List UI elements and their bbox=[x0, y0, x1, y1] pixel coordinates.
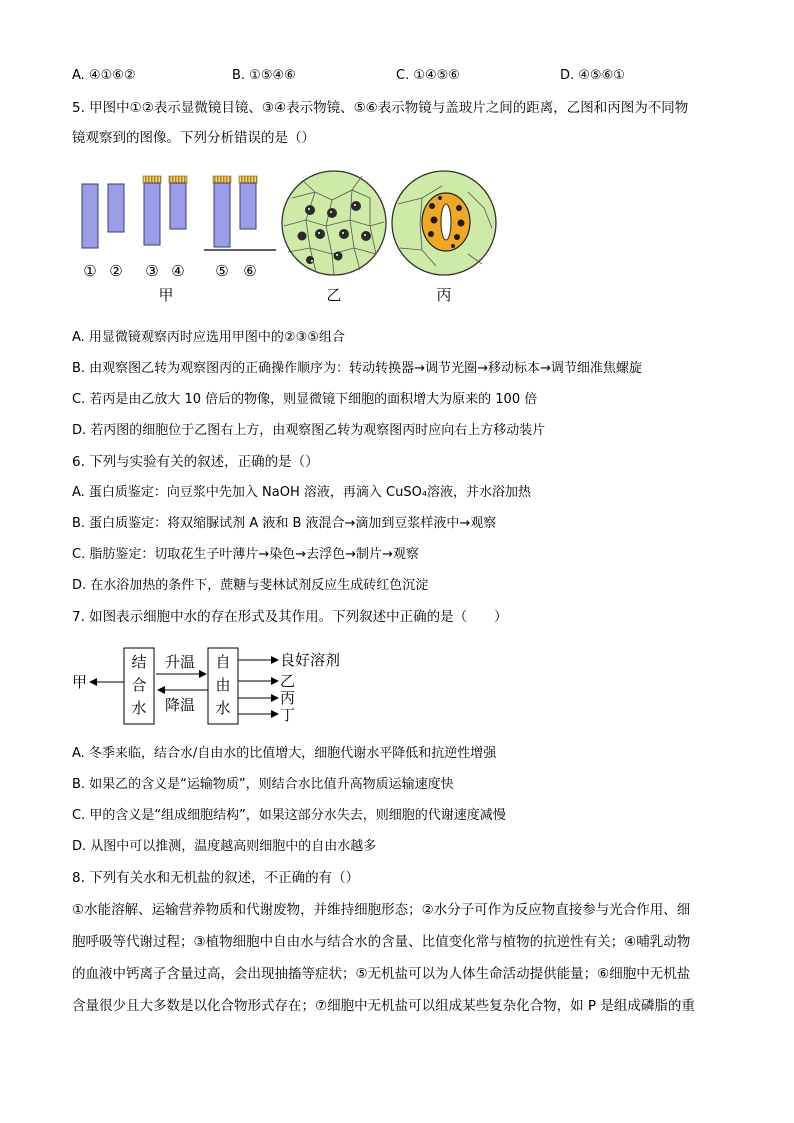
q7-option-c: C. 甲的含义是“组成细胞结构”，如果这部分水失去，则细胞的代谢速度减慢 bbox=[72, 808, 506, 823]
objective-distance-5 bbox=[214, 183, 230, 247]
q7-water-diagram bbox=[70, 640, 370, 730]
objective-short bbox=[170, 183, 186, 229]
q5-option-c: C. 若丙是由乙放大 10 倍后的物像，则显微镜下细胞的面积增大为原来的 100 倍 bbox=[72, 392, 538, 407]
q6-option-b: B. 蛋白质鉴定：将双缩脲试剂 A 液和 B 液混合→滴加到豆浆样液中→观察 bbox=[72, 516, 497, 531]
q6-option-c: C. 脂肪鉴定：切取花生子叶薄片→染色→去浮色→制片→观察 bbox=[72, 547, 419, 562]
q7-option-a: A. 冬季来临，结合水/自由水的比值增大，细胞代谢水平降低和抗逆性增强 bbox=[72, 746, 497, 761]
q8-stem: 8. 下列有关水和无机盐的叙述，不正确的有（） bbox=[72, 870, 360, 886]
label-jia-water: 甲 bbox=[72, 673, 88, 691]
label-2: ② bbox=[109, 262, 123, 280]
view-bing-high-magnification bbox=[392, 171, 496, 275]
label-5: ⑤ bbox=[215, 262, 229, 280]
q7-option-d: D. 从图中可以推测，温度越高则细胞中的自由水越多 bbox=[72, 839, 377, 854]
eyepiece-long bbox=[82, 184, 98, 248]
q5-option-b: B. 由观察图乙转为观察图丙的正确操作顺序为：转动转换器→调节光圈→移动标本→调节细准焦螺旋 bbox=[72, 361, 642, 376]
view-yi-low-magnification bbox=[282, 171, 386, 275]
svg-text:自: 自 bbox=[215, 653, 231, 671]
q4-option-d: D. ④⑤⑥① bbox=[560, 68, 625, 83]
q7-option-b: B. 如果乙的含义是“运输物质”，则结合水比值升高物质运输速度快 bbox=[72, 777, 454, 792]
label-4: ④ bbox=[171, 262, 185, 280]
q7-stem: 7. 如图表示细胞中水的存在形式及其作用。下列叙述中正确的是（ ） bbox=[72, 609, 508, 625]
objective-long bbox=[144, 183, 160, 245]
eyepiece-short bbox=[108, 184, 124, 232]
q4-option-b: B. ①⑤④⑥ bbox=[232, 68, 296, 83]
label-6: ⑥ bbox=[243, 262, 257, 280]
label-bing-water: 丙 bbox=[280, 689, 296, 707]
q6-option-a: A. 蛋白质鉴定：向豆浆中先加入 NaOH 溶液，再滴入 CuSO₄溶液，并水浴加热 bbox=[72, 485, 532, 500]
svg-text:水: 水 bbox=[131, 699, 147, 717]
q8-body-line4: 含量很少且大多数是以化合物形式存在；⑦细胞中无机盐可以组成某些复杂化合物，如 P 是组成磷脂的重 bbox=[72, 998, 695, 1014]
svg-text:水: 水 bbox=[215, 699, 231, 717]
cool-down-label: 降温 bbox=[164, 696, 196, 714]
q6-stem: 6. 下列与实验有关的叙述，正确的是（） bbox=[72, 454, 319, 470]
heat-up-label: 升温 bbox=[164, 653, 196, 671]
q6-option-d: D. 在水浴加热的条件下，蔗糖与斐林试剂反应生成砖红色沉淀 bbox=[72, 578, 429, 593]
label-3: ③ bbox=[145, 262, 159, 280]
q8-body-line1: ①水能溶解、运输营养物质和代谢废物，并维持细胞形态；②水分子可作为反应物直接参与光合作用、细 bbox=[72, 902, 691, 918]
q8-body-line2: 胞呼吸等代谢过程；③植物细胞中自由水与结合水的含量、比值变化常与植物的抗逆性有关；④哺乳动物 bbox=[72, 934, 691, 950]
q5-microscope-figure bbox=[70, 168, 510, 308]
label-bing: 丙 bbox=[436, 286, 452, 304]
svg-text:合: 合 bbox=[131, 676, 147, 694]
svg-text:由: 由 bbox=[215, 676, 231, 694]
q5-option-d: D. 若丙图的细胞位于乙图右上方，由观察图乙转为观察图丙时应向右上方移动装片 bbox=[72, 423, 546, 438]
label-1: ① bbox=[83, 262, 97, 280]
label-ding-water: 丁 bbox=[280, 706, 296, 724]
svg-text:结: 结 bbox=[131, 653, 147, 671]
good-solvent-label: 良好溶剂 bbox=[280, 651, 341, 669]
q4-option-a: A. ④①⑥② bbox=[72, 68, 136, 83]
label-yi: 乙 bbox=[326, 286, 342, 304]
q8-body-line3: 的血液中钙离子含量过高，会出现抽搐等症状；⑤无机盐可以为人体生命活动提供能量；⑥细胞中无机盐 bbox=[72, 966, 691, 982]
objective-distance-6 bbox=[240, 183, 256, 229]
q4-option-c: C. ①④⑤⑥ bbox=[396, 68, 460, 83]
guard-cell-pair bbox=[422, 193, 470, 251]
q5-stem-line1: 5. 甲图中①②表示显微镜目镜、③④表示物镜、⑤⑥表示物镜与盖玻片之间的距离，乙图和丙图为不同物 bbox=[72, 100, 689, 116]
q5-stem-line2: 镜观察到的图像。下列分析错误的是（） bbox=[72, 130, 315, 146]
label-yi-water: 乙 bbox=[280, 672, 296, 690]
q5-option-a: A. 用显微镜观察丙时应选用甲图中的②③⑤组合 bbox=[72, 330, 345, 345]
label-jia: 甲 bbox=[158, 286, 174, 304]
